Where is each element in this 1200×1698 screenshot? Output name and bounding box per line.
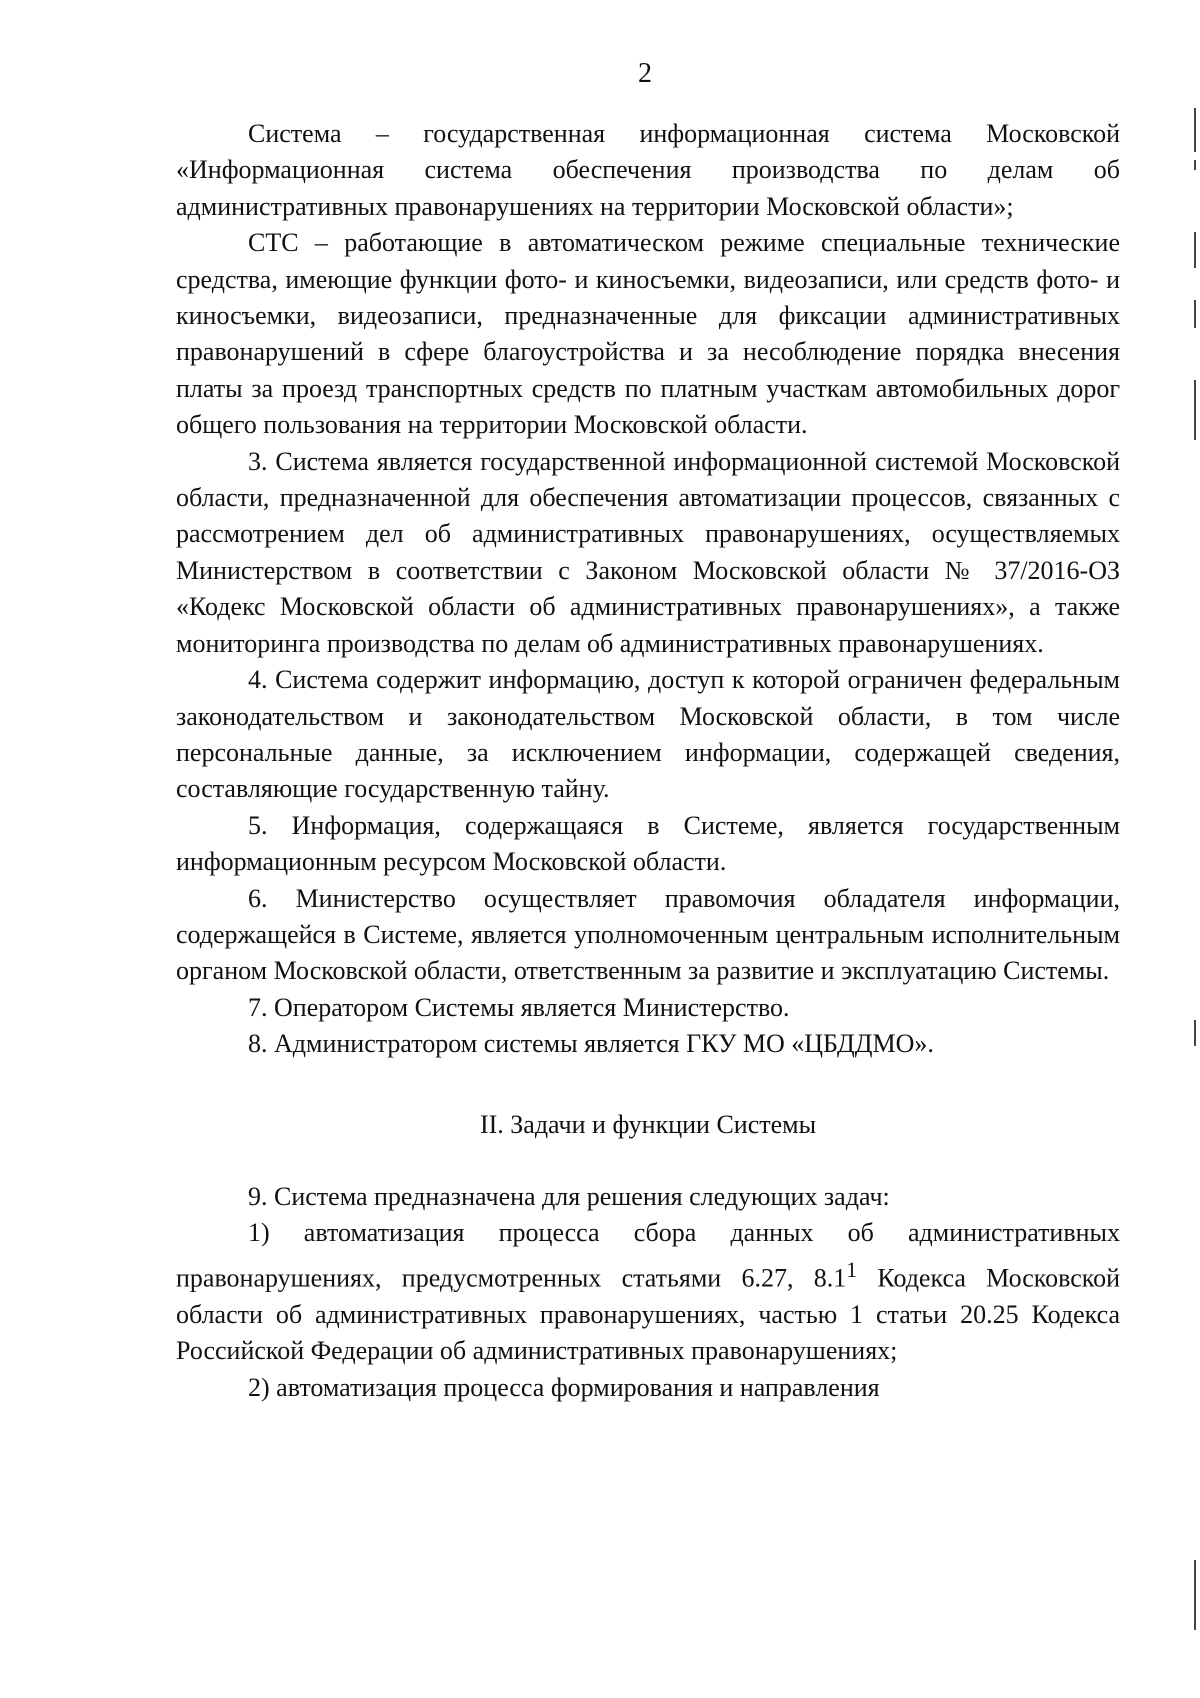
paragraph-definition-system: Система – государственная информационная система Московской «Информационная система обеспечения производства по делам об административных правонарушениях на территории Московской области»; <box>176 119 1120 221</box>
paragraph-9-item-1 <box>176 1215 1120 1369</box>
paragraph-7: 7. Оператором Системы является Министерство. <box>248 992 790 1022</box>
paragraph-8: 8. Администратором системы является ГКУ МО «ЦБДДМО». <box>248 1029 934 1059</box>
paragraph-definition-sts: СТС – работающие в автоматическом режиме специальные технические средства, имеющие функции фото- и киносъемки, видеозаписи, или средств фото- и киносъемки, видеозаписи, предназначенные для фиксации административных правонарушений в сфере благоустройства и за несоблюдение порядка внесения платы за проезд транспортных средств по платным участкам автомобильных дорог общего пользования на территории Московской области. <box>176 228 1120 440</box>
paragraph-9: 9. Система предназначена для решения следующих задач: <box>248 1181 890 1211</box>
scan-edge-mark <box>1194 300 1196 328</box>
scan-edge-mark <box>1194 380 1196 440</box>
paragraph-9-item-2: 2) автоматизация процесса формирования и направления <box>248 1372 880 1402</box>
section-heading: II. Задачи и функции Системы <box>479 1109 817 1139</box>
scan-edge-mark <box>1194 1020 1196 1046</box>
scan-edge-mark <box>1194 160 1196 170</box>
superscript-marker: 1 <box>846 1257 858 1282</box>
document-body <box>176 116 1120 1406</box>
paragraph-6: 6. Министерство осуществляет правомочия обладателя информации, содержащейся в Системе, является уполномоченным центральным исполнительным органом Московской области, ответственным за развитие и эксплуатацию Системы. <box>176 883 1120 986</box>
scan-edge-mark <box>1194 108 1196 152</box>
page-number: 2 <box>638 58 652 89</box>
paragraph-4: 4. Система содержит информацию, доступ к которой ограничен федеральным законодательством и законодательством Московской области, в том числе персональные данные, за исключением информации, содержащей сведения, составляющие государственную тайну. <box>176 665 1120 804</box>
scan-edge-mark <box>1194 1560 1196 1630</box>
item-1-text-start: 1) автоматизация процесса сбора данных об административных правонарушениях, предусмотренных статьями 6.27, 8.1 <box>176 1218 1120 1293</box>
paragraph-5: 5. Информация, содержащаяся в Системе, является государственным информационным ресурсом Московской области. <box>176 810 1120 877</box>
item-1-text-end: Кодекса Московской области об административных правонарушениях, частью 1 статьи 20.25 Кодекса Российской Федерации об административных правонарушениях; <box>176 1263 1121 1366</box>
scan-edge-mark <box>1194 232 1196 268</box>
paragraph-3: 3. Система является государственной информационной системой Московской области, предназначенной для обеспечения автоматизации процессов, связанных с рассмотрением дел об административных правонарушениях, осуществляемых Министерством в соответствии с Законом Московской области № 37/2016-ОЗ «Кодекс Московской области об административных правонарушениях», а также мониторинга производства по делам об административных правонарушениях. <box>176 446 1120 658</box>
